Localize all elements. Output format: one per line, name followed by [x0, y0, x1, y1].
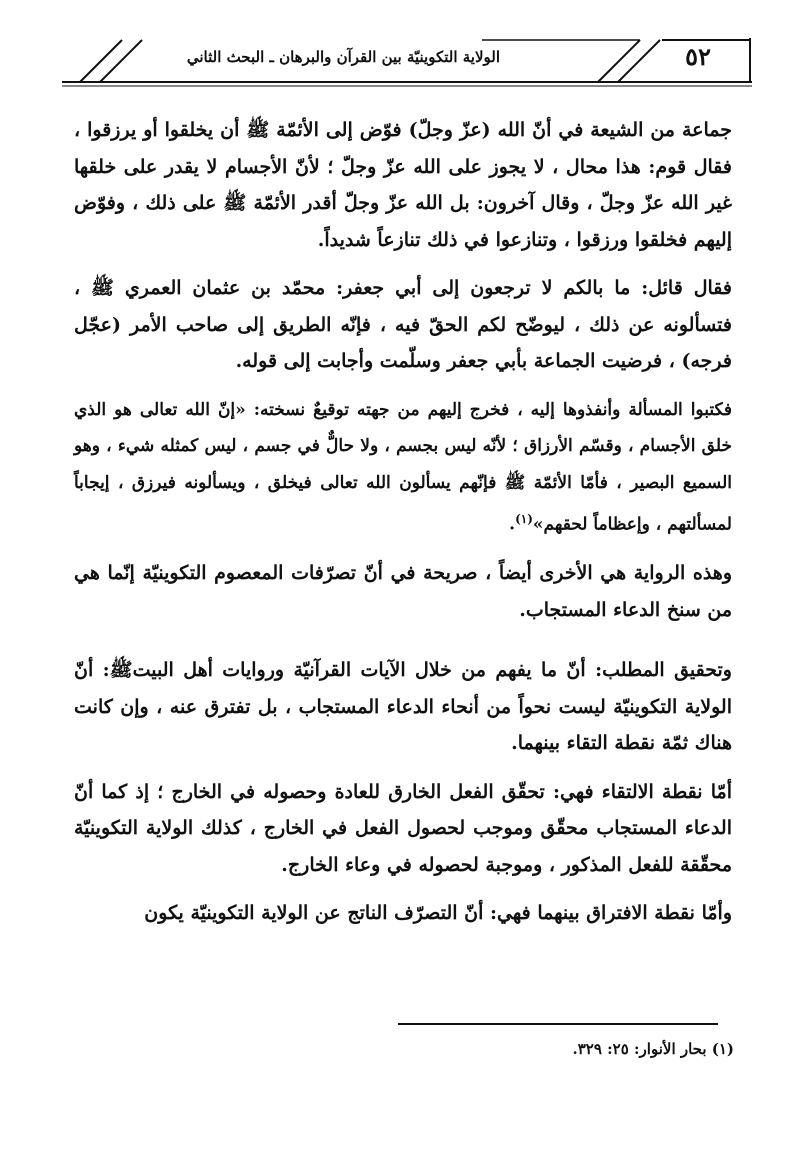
quote-text: فكتبوا المسألة وأنفذوها إليه ، فخرج إليهم من جهته توقيعٌ نسخته: «إنّ الله تعالى هو الذي خلق الأجسام ، وقسّم الأرزاق ؛ لأنّه ليس بجسم ، ولا حالٌّ في جسم ، ليس كمثله شيء ، وهو السميع البصير ، فأمّا الأئمّة ﷺ فإنّهم يسألون الله تعالى فيخلق ، ويسألونه فيرزق ، إيجاباً لمسألتهم ، وإعظاماً لحقهم» — [74, 399, 732, 535]
paragraph-5-lead: وتحقيق المطلب: — [595, 659, 732, 682]
paragraph-7 — [74, 895, 732, 932]
paragraph-6 — [74, 774, 732, 884]
paragraph-2: فقال قائل: ما بالكم لا ترجعون إلى أبي جعفر: محمّد بن عثمان العمري ﷺ ، فتسألونه عن ذلك ، ليوضّح لكم الحقّ فيه ، فإنّه الطريق إلى صاحب الأمر (عجّل فرجه) ، فرضيت الجماعة بأبي جعفر وسلّمت وأجابت إلى قوله. — [74, 277, 732, 372]
paragraph-6-text: تحقّق الفعل الخارق للعادة وحصوله في الخارج ؛ إذ كما أنّ الدعاء المستجاب محقّق وموجب لحصول الفعل في الخارج ، كذلك الولاية التكوينيّة محقّقة للفعل المذكور ، وموجبة لحصوله في وعاء الخارج. — [74, 780, 732, 876]
paragraph-5 — [74, 652, 732, 762]
paragraph-3: فكتبوا المسألة وأنفذوها إليه ، فخرج إليهم من جهته توقيعٌ نسخته: «إنّ الله تعالى هو الذي خلق الأجسام ، وقسّم الأرزاق ؛ لأنّه ليس بجسم ، ولا حالٌّ في جسم ، ليس كمثله شيء ، وهو السميع البصير ، فأمّا الأئمّة ﷺ فإنّهم يسألون الله تعالى فيخلق ، ويسألونه فيرزق ، إيجاباً لمسألتهم ، وإعظاماً لحقهم»$^{(١)}$. — [74, 399, 732, 535]
paragraph-4: وهذه الرواية هي الأخرى أيضاً ، صريحة في أنّ تصرّفات المعصوم التكوينيّة إنّما هي من سنخ الدعاء المستجاب. — [74, 562, 732, 621]
paragraph-7-lead: وأمّا نقطة الافتراق بينهما فهي: — [490, 902, 732, 925]
paragraph-7-text: أنّ التصرّف الناتج عن الولاية التكوينيّة يكون — [144, 902, 491, 925]
page-number: ٥٢ — [685, 42, 711, 71]
paragraph-6-lead: أمّا نقطة الالتقاء فهي: — [552, 780, 732, 803]
footnote-divider — [398, 1023, 718, 1025]
footnote: (١) بحار الأنوار: ٢٥: ٣٢٩. — [572, 1040, 734, 1058]
running-title: الولاية التكوينيّة بين القرآن والبرهان ـ البحث الثاني — [186, 48, 500, 66]
page-header — [62, 36, 752, 88]
paragraph-1: جماعة من الشيعة في أنّ الله (عزّ وجلّ) فوّض إلى الأئمّة ﷺ أن يخلقوا أو يرزقوا ، فقال قوم: هذا محال ، لا يجوز على الله عزّ وجلّ ؛ لأنّ الأجسام لا يقدر على خلقها غير الله عزّ وجلّ ، وقال آخرون: بل الله عزّ وجلّ أقدر الأئمّة ﷺ على ذلك ، وفوّض إليهم فخلقوا ورزقوا ، وتنازعوا في ذلك تنازعاً شديداً. — [74, 119, 732, 251]
footnote-marker: (١) — [515, 512, 533, 526]
body-text — [74, 112, 732, 932]
paragraph-5-text: أنّ ما يفهم من خلال الآيات القرآنيّة وروايات أهل البيتﷺ: أنّ الولاية التكوينيّة ليست نحواً من أنحاء الدعاء المستجاب ، بل تفترق عنه ، وإن كانت هناك ثمّة نقطة التقاء بينهما. — [74, 659, 732, 755]
